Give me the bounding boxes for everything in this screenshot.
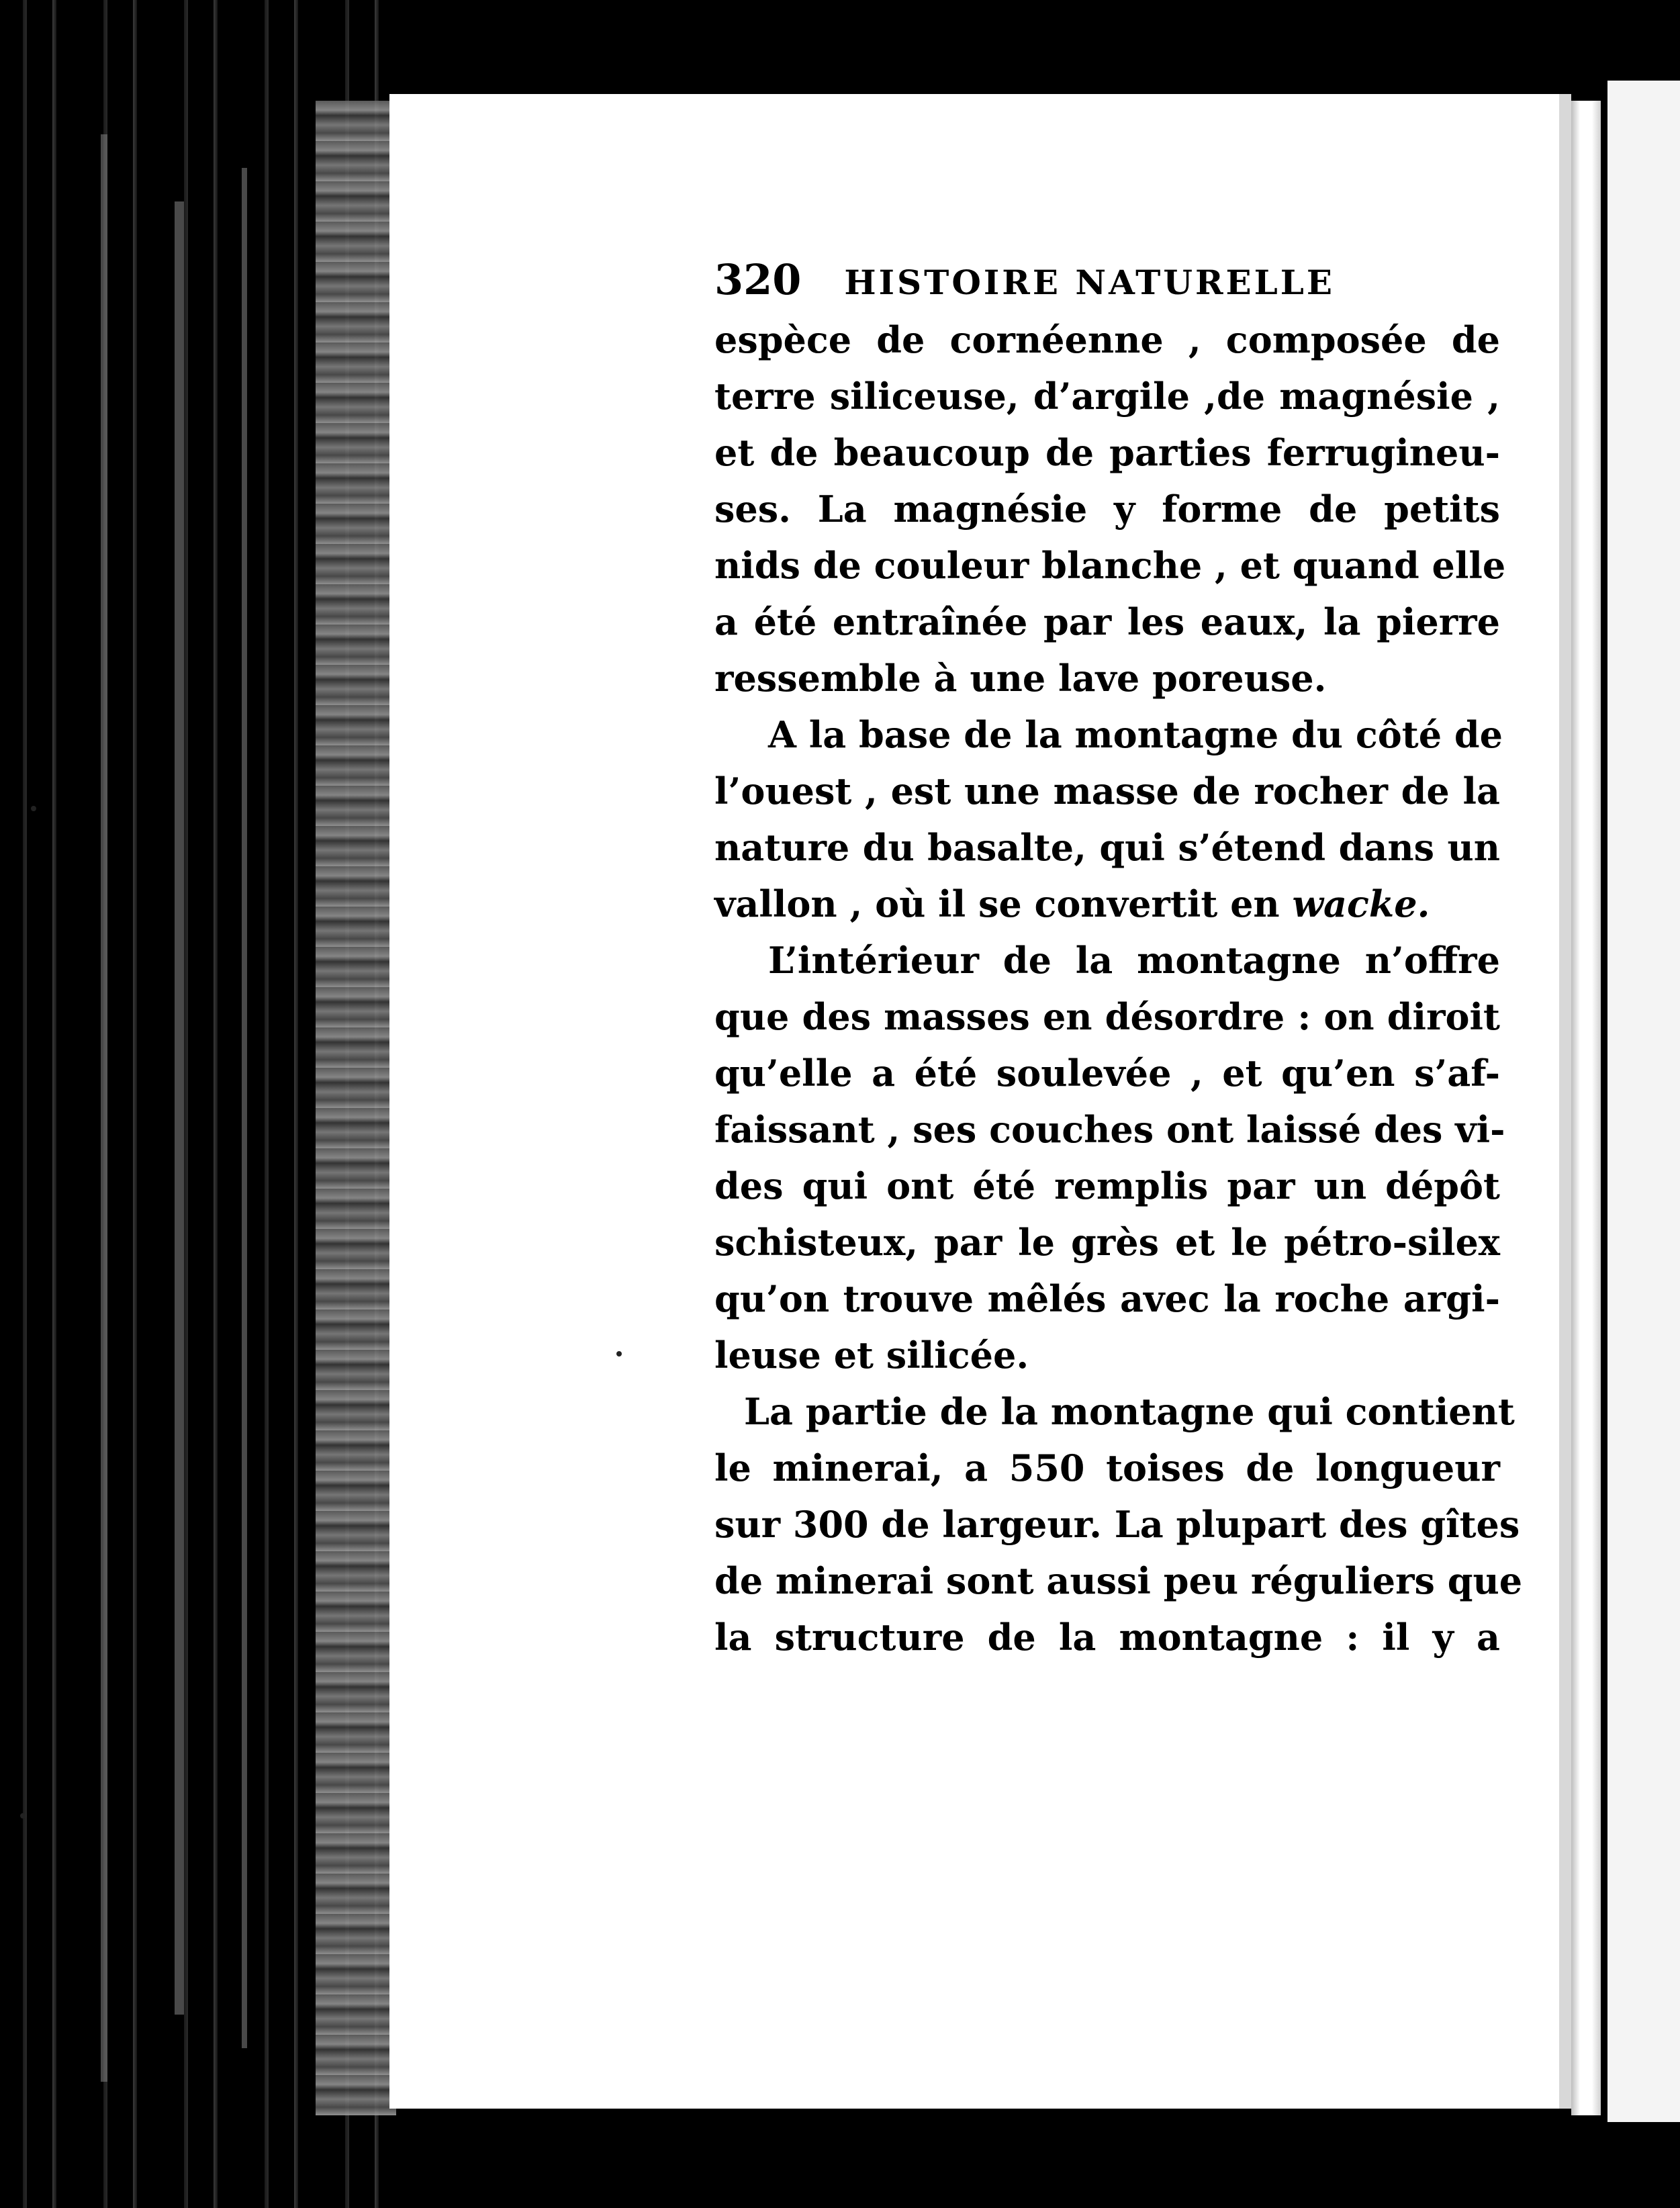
text-line [714, 876, 1500, 932]
text-line: qu’on trouve mêlés avec la roche argi- [714, 1277, 1500, 1320]
text-line-start: vallon , où il se convertit en [714, 882, 1293, 925]
text-line: des qui ont été remplis par un dépôt [714, 1164, 1500, 1207]
page-stack-edge [316, 101, 396, 2115]
text-line: leuse et silicée. [714, 1334, 1029, 1377]
running-title: HISTOIRE NATURELLE [844, 263, 1336, 302]
running-header [714, 255, 1500, 312]
text-line: qu’elle a été soulevée , et qu’en s’af- [714, 1052, 1500, 1095]
text-line: espèce de cornéenne , composée de [714, 318, 1500, 361]
page-text [714, 255, 1523, 1665]
paragraph-2 [714, 706, 1503, 932]
text-line: terre siliceuse, d’argile ,de magnésie , [714, 375, 1500, 418]
binding-streak [175, 201, 184, 2015]
text-line: le minerai, a 550 toises de longueur [714, 1446, 1500, 1489]
text-line: nids de couleur blanche , et quand elle [714, 544, 1506, 587]
page-edge-shadow [1571, 101, 1601, 2115]
text-line: nature du basalte, qui s’étend dans un [714, 826, 1500, 869]
paragraph-4 [714, 1383, 1523, 1665]
binding-streak [101, 134, 107, 2082]
speck [616, 1351, 622, 1356]
paragraph-3 [714, 932, 1505, 1383]
text-line: l’ouest , est une masse de rocher de la [714, 770, 1500, 813]
page-number: 320 [714, 255, 802, 304]
text-line: La partie de la montagne qui contient [744, 1390, 1515, 1433]
text-line: que des masses en désordre : on diroit [714, 995, 1500, 1038]
text-line: faissant , ses couches ont laissé des vi- [714, 1108, 1505, 1151]
text-line: la structure de la montagne : il y a [714, 1616, 1500, 1659]
text-line: ses. La magnésie y forme de petits [714, 488, 1500, 531]
text-line: ressemble à une lave poreuse. [714, 657, 1327, 700]
text-line: schisteux, par le grès et le pétro-silex [714, 1221, 1500, 1264]
text-line: sur 300 de largeur. La plupart des gîtes [714, 1503, 1520, 1546]
text-line: a été entraînée par les eaux, la pierre [714, 600, 1500, 643]
paragraph-1 [714, 312, 1506, 706]
text-line: A la base de la montagne du côté de [768, 713, 1503, 756]
binding-streak [242, 168, 247, 2048]
text-line: L’intérieur de la montagne n’offre [768, 939, 1500, 982]
next-page-edge [1601, 81, 1680, 2122]
text-line: et de beaucoup de parties ferrugineu- [714, 431, 1500, 474]
italic-term: wacke. [1292, 882, 1430, 925]
speck [20, 1813, 26, 1819]
speck [31, 806, 36, 811]
text-line: de minerai sont aussi peu réguliers que [714, 1559, 1523, 1602]
